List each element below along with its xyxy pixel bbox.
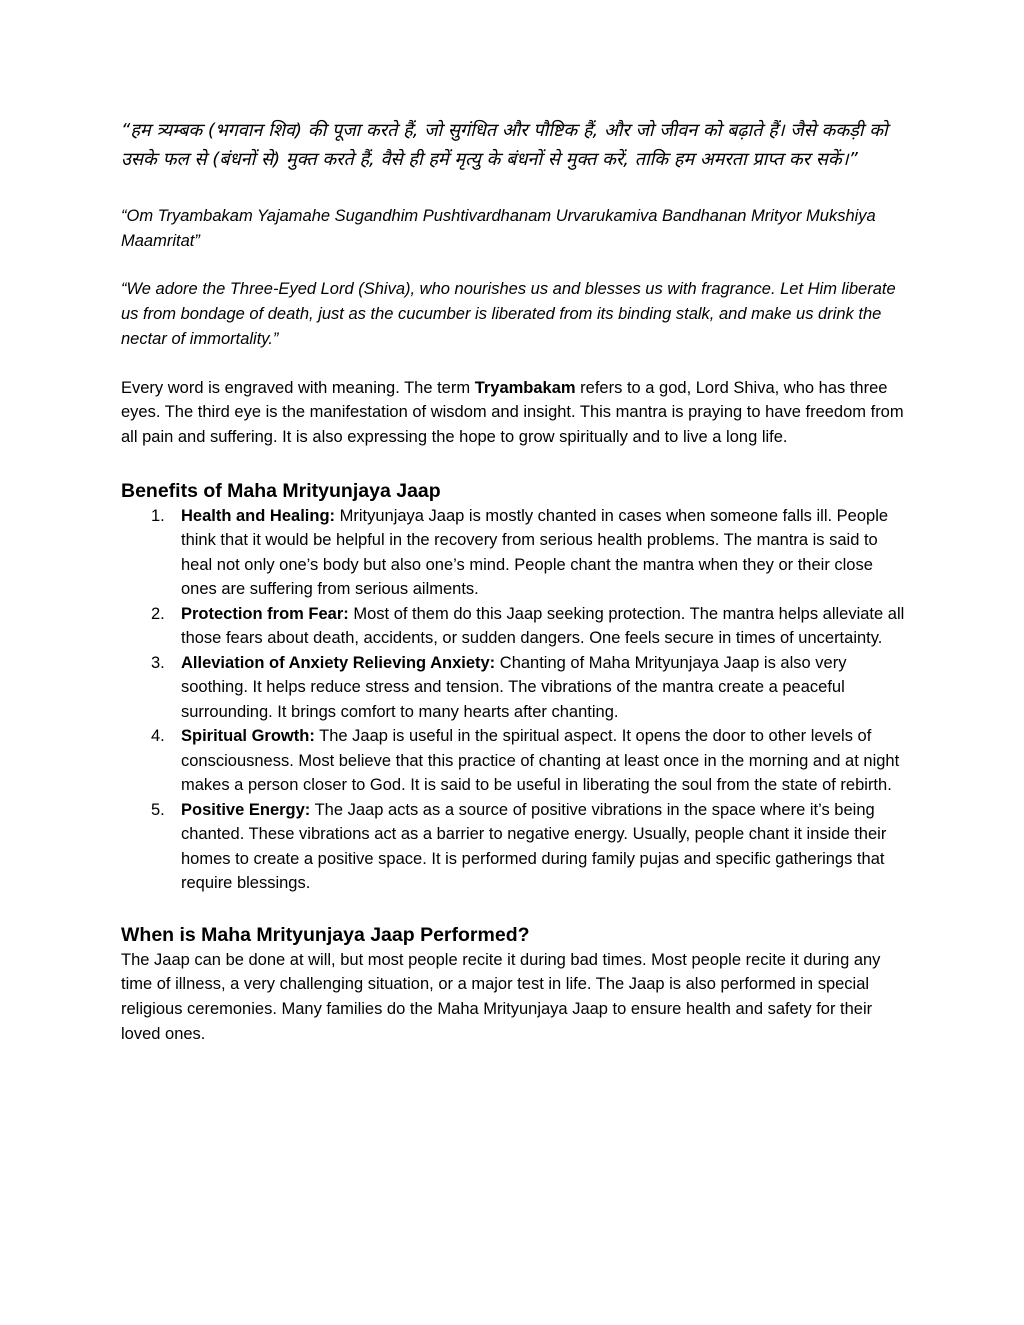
- list-item-title: Health and Healing:: [181, 506, 336, 525]
- english-translation: “We adore the Three-Eyed Lord (Shiva), who nourishes us and blesses us with fragrance. Let Him liberate us from bondage of death, just as the cucumber is liberated from its binding stalk, and make us drink the nectar of immortality.”: [121, 280, 896, 348]
- sanskrit-mantra: “Om Tryambakam Yajamahe Sugandhim Pushtivardhanam Urvarukamiva Bandhanan Mrityor Mukshiya Maamritat”: [121, 207, 876, 250]
- list-item: [121, 504, 911, 602]
- when-paragraph: The Jaap can be done at will, but most people recite it during bad times. Most people recite it during any time of illness, a very challenging situation, or a major test in life. The Jaap is also performed in special religious ceremonies. Many families do the Maha Mrityunjaya Jaap to ensure health and safety for their loved ones.: [121, 950, 881, 1043]
- intro-text-after: refers to a god, Lord Shiva, who has three eyes. The third eye is the manifestation of wisdom and insight. This mantra is praying to have freedom from all pain and suffering. It is also expressing the hope to grow spiritually and to live a long life.: [121, 378, 904, 446]
- list-item: [121, 602, 911, 651]
- list-item-text: Most of them do this Jaap seeking protection. The mantra helps alleviate all those fears about death, accidents, or sudden dangers. One feels secure in times of uncertainty.: [181, 604, 905, 648]
- list-item: [121, 651, 911, 725]
- list-item-title: Positive Energy:: [181, 800, 311, 819]
- when-heading: When is Maha Mrityunjaya Jaap Performed?: [121, 923, 530, 946]
- list-number: 4.: [151, 727, 165, 746]
- list-number: 3.: [151, 653, 165, 672]
- benefits-heading: Benefits of Maha Mrityunjaya Jaap: [121, 479, 441, 502]
- list-item-text: The Jaap is useful in the spiritual aspect. It opens the door to other levels of consciousness. Most believe that this practice of chanting at least once in the morning and at night makes a person closer to God. It is said to be useful in liberating the soul from the state of rebirth.: [181, 727, 900, 795]
- hindi-quote: “हम त्र्यम्बक (भगवान शिव) की पूजा करते हैं, जो सुगंधित और पौष्टिक हैं, और जो जीवन को बढ़ाते हैं। जैसे ककड़ी को उसके फल से (बंधनों से) मुक्त करते हैं, वैसे ही हमें मृत्यु के बंधनों से मुक्त करें, ताकि हम अमरता प्राप्त कर सकें।”: [121, 120, 888, 170]
- list-item-title: Alleviation of Anxiety Relieving Anxiety:: [181, 653, 496, 672]
- list-item-text: The Jaap acts as a source of positive vibrations in the space where it’s being chanted. These vibrations act as a barrier to negative energy. Usually, people chant it inside their homes to create a positive space. It is performed during family pujas and specific gatherings that require blessings.: [181, 800, 887, 893]
- list-item-title: Protection from Fear:: [181, 604, 349, 623]
- list-item-title: Spiritual Growth:: [181, 727, 315, 746]
- intro-text-before: Every word is engraved with meaning. The term: [121, 378, 475, 397]
- intro-paragraph: [121, 376, 911, 450]
- list-number: 1.: [151, 506, 165, 525]
- list-item: [121, 798, 911, 896]
- document-page: [121, 116, 911, 1046]
- list-number: 2.: [151, 604, 165, 623]
- list-number: 5.: [151, 800, 165, 819]
- intro-term: Tryambakam: [474, 378, 576, 397]
- list-item-text: Chanting of Maha Mrityunjaya Jaap is also very soothing. It helps reduce stress and tension. The vibrations of the mantra create a peaceful surrounding. It brings comfort to many hearts after chanting.: [181, 653, 847, 721]
- benefits-list: [121, 504, 911, 896]
- list-item: [121, 724, 911, 798]
- list-item-text: Mrityunjaya Jaap is mostly chanted in cases when someone falls ill. People think that it would be helpful in the recovery from serious health problems. The mantra is said to heal not only one’s body but also one’s mind. People chant the mantra when they or their close ones are suffering from serious ailments.: [181, 506, 889, 599]
